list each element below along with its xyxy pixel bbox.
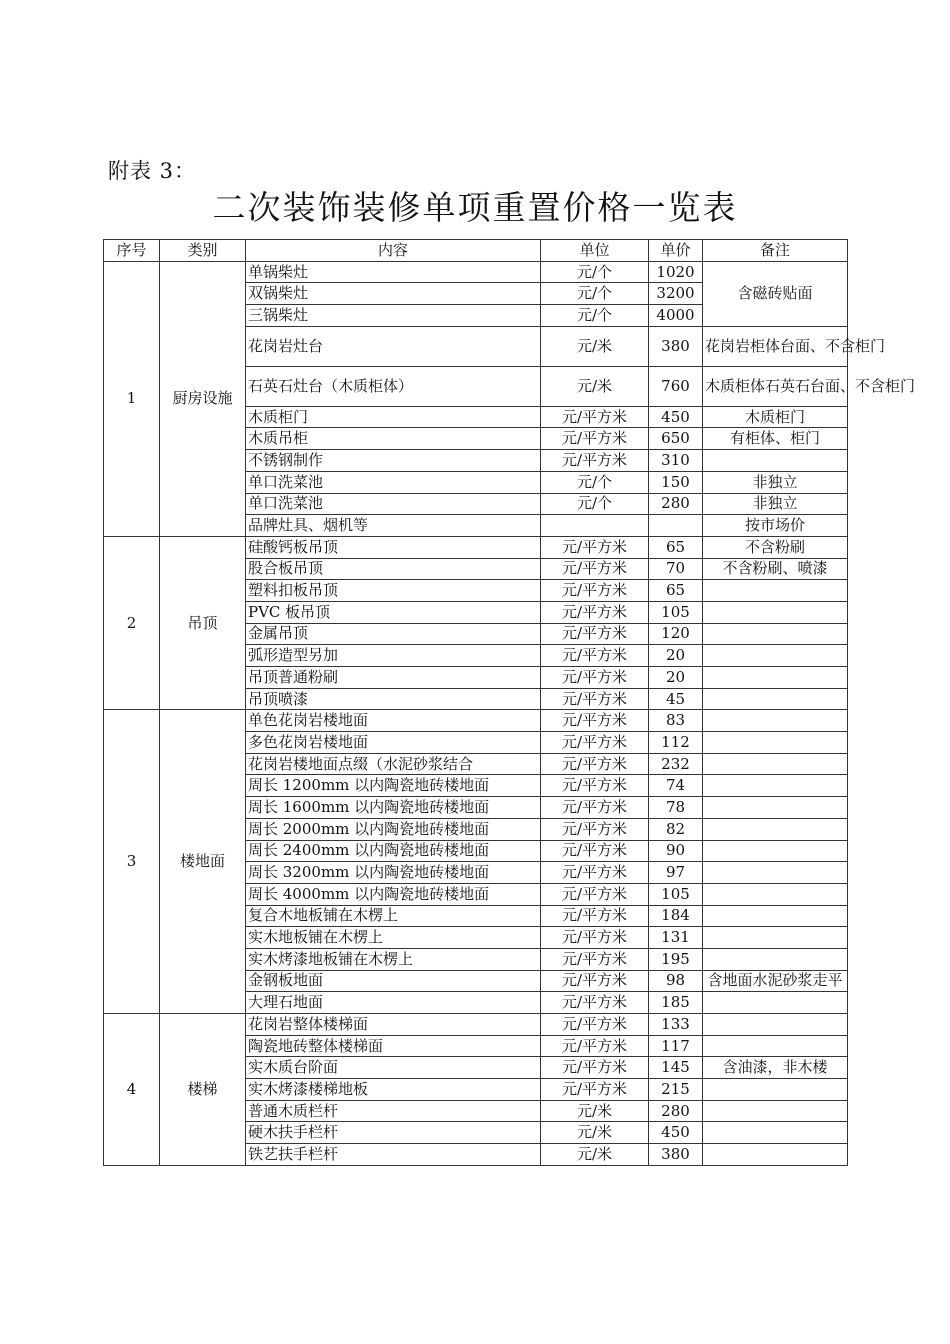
item-unit: [541, 515, 649, 537]
group-seq: 2: [104, 536, 160, 710]
item-content: 复合木地板铺在木楞上: [246, 905, 541, 927]
item-price: 450: [649, 1122, 703, 1144]
item-note: 按市场价: [703, 515, 848, 537]
item-price: 185: [649, 992, 703, 1014]
item-content: 单锅柴灶: [246, 261, 541, 283]
item-content: 周长 1200mm 以内陶瓷地砖楼地面: [246, 775, 541, 797]
item-unit: 元/个: [541, 261, 649, 283]
item-unit: 元/平方米: [541, 948, 649, 970]
item-note: [703, 927, 848, 949]
item-content: 吊顶喷漆: [246, 688, 541, 710]
item-price: 70: [649, 558, 703, 580]
item-content: 实木烤漆楼梯地板: [246, 1079, 541, 1101]
item-content: 硅酸钙板吊顶: [246, 536, 541, 558]
item-price: 98: [649, 970, 703, 992]
group-category: 厨房设施: [160, 261, 246, 536]
item-note: [703, 601, 848, 623]
item-note: 花岗岩柜体台面、不含柜门: [703, 326, 848, 366]
item-note: 不含粉刷、喷漆: [703, 558, 848, 580]
item-note: [703, 1014, 848, 1036]
item-content: 塑料扣板吊顶: [246, 580, 541, 602]
item-unit: 元/平方米: [541, 905, 649, 927]
item-content: 实木地板铺在木楞上: [246, 927, 541, 949]
header-unit: 单位: [541, 240, 649, 262]
item-note: 木质柜门: [703, 406, 848, 428]
item-unit: 元/平方米: [541, 558, 649, 580]
item-content: 大理石地面: [246, 992, 541, 1014]
item-unit: 元/平方米: [541, 710, 649, 732]
item-price: 74: [649, 775, 703, 797]
item-price: 280: [649, 1100, 703, 1122]
item-note: [703, 623, 848, 645]
item-price: 97: [649, 862, 703, 884]
item-note: [703, 1079, 848, 1101]
item-note: [703, 992, 848, 1014]
item-unit: 元/平方米: [541, 536, 649, 558]
item-note: 木质柜体石英石台面、不含柜门: [703, 366, 848, 406]
item-unit: 元/个: [541, 283, 649, 305]
item-note: [703, 688, 848, 710]
item-content: 木质柜门: [246, 406, 541, 428]
item-price: 20: [649, 645, 703, 667]
item-price: 184: [649, 905, 703, 927]
page-title: 二次装饰装修单项重置价格一览表: [212, 188, 738, 227]
item-content: 周长 3200mm 以内陶瓷地砖楼地面: [246, 862, 541, 884]
item-price: 65: [649, 536, 703, 558]
item-price: 310: [649, 450, 703, 472]
item-content: 单口洗菜池: [246, 493, 541, 515]
header-seq: 序号: [104, 240, 160, 262]
item-price: 112: [649, 732, 703, 754]
item-note: 含油漆，非木楼: [703, 1057, 848, 1079]
item-price: 4000: [649, 305, 703, 327]
item-unit: 元/平方米: [541, 797, 649, 819]
item-note: 含地面水泥砂浆走平: [703, 970, 848, 992]
appendix-label: 附表 3：: [108, 159, 197, 183]
item-content: 周长 2400mm 以内陶瓷地砖楼地面: [246, 840, 541, 862]
item-note: [703, 753, 848, 775]
item-note: [703, 775, 848, 797]
item-note: 含磁砖贴面: [703, 261, 848, 326]
item-unit: 元/平方米: [541, 818, 649, 840]
item-note: [703, 862, 848, 884]
item-unit: 元/米: [541, 1100, 649, 1122]
item-unit: 元/平方米: [541, 623, 649, 645]
item-note: 不含粉刷: [703, 536, 848, 558]
item-content: 周长 2000mm 以内陶瓷地砖楼地面: [246, 818, 541, 840]
item-unit: 元/个: [541, 471, 649, 493]
table-row: [104, 1014, 848, 1036]
header-price: 单价: [649, 240, 703, 262]
item-price: 145: [649, 1057, 703, 1079]
item-unit: 元/平方米: [541, 732, 649, 754]
table-body: [104, 261, 916, 1165]
item-content: 花岗岩整体楼梯面: [246, 1014, 541, 1036]
item-note: 非独立: [703, 471, 848, 493]
item-content: 品牌灶具、烟机等: [246, 515, 541, 537]
group-category: 楼地面: [160, 710, 246, 1014]
item-note: 非独立: [703, 493, 848, 515]
item-content: 实木质台阶面: [246, 1057, 541, 1079]
item-note: [703, 645, 848, 667]
item-price: 105: [649, 883, 703, 905]
item-price: 45: [649, 688, 703, 710]
table-row: [104, 710, 848, 732]
item-price: 78: [649, 797, 703, 819]
item-unit: 元/平方米: [541, 840, 649, 862]
item-unit: 元/米: [541, 366, 649, 406]
item-unit: 元/平方米: [541, 753, 649, 775]
item-content: 弧形造型另加: [246, 645, 541, 667]
item-price: 117: [649, 1035, 703, 1057]
table-row: [104, 261, 848, 283]
item-price: 650: [649, 428, 703, 450]
item-content: 周长 1600mm 以内陶瓷地砖楼地面: [246, 797, 541, 819]
item-price: 232: [649, 753, 703, 775]
item-unit: 元/米: [541, 326, 649, 366]
item-note: [703, 883, 848, 905]
item-note: [703, 667, 848, 689]
item-note: [703, 450, 848, 472]
item-note: [703, 732, 848, 754]
item-price: 3200: [649, 283, 703, 305]
item-unit: 元/平方米: [541, 1057, 649, 1079]
item-content: 实木烤漆地板铺在木楞上: [246, 948, 541, 970]
item-unit: 元/平方米: [541, 927, 649, 949]
item-price: [649, 515, 703, 537]
item-note: [703, 948, 848, 970]
table-row: [104, 536, 848, 558]
item-unit: 元/平方米: [541, 1035, 649, 1057]
item-content: 单色花岗岩楼地面: [246, 710, 541, 732]
item-price: 150: [649, 471, 703, 493]
item-price: 215: [649, 1079, 703, 1101]
item-content: 硬木扶手栏杆: [246, 1122, 541, 1144]
item-content: 石英石灶台（木质柜体）: [246, 366, 541, 406]
item-unit: 元/平方米: [541, 645, 649, 667]
item-unit: 元/平方米: [541, 406, 649, 428]
item-unit: 元/平方米: [541, 688, 649, 710]
item-unit: 元/米: [541, 1122, 649, 1144]
item-unit: 元/平方米: [541, 580, 649, 602]
item-price: 120: [649, 623, 703, 645]
item-price: 133: [649, 1014, 703, 1036]
item-content: 花岗岩楼地面点缀（水泥砂浆结合: [246, 753, 541, 775]
item-content: 双锅柴灶: [246, 283, 541, 305]
price-table: [103, 239, 916, 1166]
item-unit: 元/平方米: [541, 1079, 649, 1101]
item-content: 周长 4000mm 以内陶瓷地砖楼地面: [246, 883, 541, 905]
item-price: 450: [649, 406, 703, 428]
item-content: 多色花岗岩楼地面: [246, 732, 541, 754]
item-content: 金属吊顶: [246, 623, 541, 645]
item-price: 131: [649, 927, 703, 949]
item-price: 380: [649, 1144, 703, 1166]
item-price: 1020: [649, 261, 703, 283]
group-seq: 4: [104, 1014, 160, 1166]
item-content: 三锅柴灶: [246, 305, 541, 327]
item-content: PVC 板吊顶: [246, 601, 541, 623]
item-note: [703, 710, 848, 732]
item-note: [703, 1144, 848, 1166]
item-content: 陶瓷地砖整体楼梯面: [246, 1035, 541, 1057]
item-content: 铁艺扶手栏杆: [246, 1144, 541, 1166]
item-content: 单口洗菜池: [246, 471, 541, 493]
header-content: 内容: [246, 240, 541, 262]
item-content: 股合板吊顶: [246, 558, 541, 580]
item-price: 760: [649, 366, 703, 406]
item-price: 20: [649, 667, 703, 689]
item-unit: 元/米: [541, 1144, 649, 1166]
item-unit: 元/个: [541, 493, 649, 515]
header-category: 类别: [160, 240, 246, 262]
item-note: [703, 840, 848, 862]
item-note: [703, 818, 848, 840]
item-note: [703, 905, 848, 927]
group-seq: 3: [104, 710, 160, 1014]
item-price: 90: [649, 840, 703, 862]
item-price: 65: [649, 580, 703, 602]
item-note: [703, 1122, 848, 1144]
item-unit: 元/平方米: [541, 970, 649, 992]
item-price: 195: [649, 948, 703, 970]
item-unit: 元/平方米: [541, 862, 649, 884]
group-category: 吊顶: [160, 536, 246, 710]
item-unit: 元/平方米: [541, 428, 649, 450]
item-note: 有柜体、柜门: [703, 428, 848, 450]
item-unit: 元/平方米: [541, 992, 649, 1014]
item-price: 82: [649, 818, 703, 840]
group-category: 楼梯: [160, 1014, 246, 1166]
item-content: 木质吊柜: [246, 428, 541, 450]
item-price: 380: [649, 326, 703, 366]
item-content: 金钢板地面: [246, 970, 541, 992]
item-unit: 元/平方米: [541, 601, 649, 623]
item-content: 不锈钢制作: [246, 450, 541, 472]
item-price: 83: [649, 710, 703, 732]
item-unit: 元/平方米: [541, 775, 649, 797]
item-note: [703, 580, 848, 602]
group-seq: 1: [104, 261, 160, 536]
item-content: 吊顶普通粉刷: [246, 667, 541, 689]
item-unit: 元/平方米: [541, 450, 649, 472]
header-row: [104, 240, 848, 262]
item-note: [703, 797, 848, 819]
item-content: 普通木质栏杆: [246, 1100, 541, 1122]
item-unit: 元/平方米: [541, 883, 649, 905]
item-unit: 元/平方米: [541, 667, 649, 689]
item-content: 花岗岩灶台: [246, 326, 541, 366]
item-note: [703, 1035, 848, 1057]
item-unit: 元/平方米: [541, 1014, 649, 1036]
item-price: 280: [649, 493, 703, 515]
item-note: [703, 1100, 848, 1122]
item-price: 105: [649, 601, 703, 623]
item-unit: 元/个: [541, 305, 649, 327]
header-note: 备注: [703, 240, 848, 262]
